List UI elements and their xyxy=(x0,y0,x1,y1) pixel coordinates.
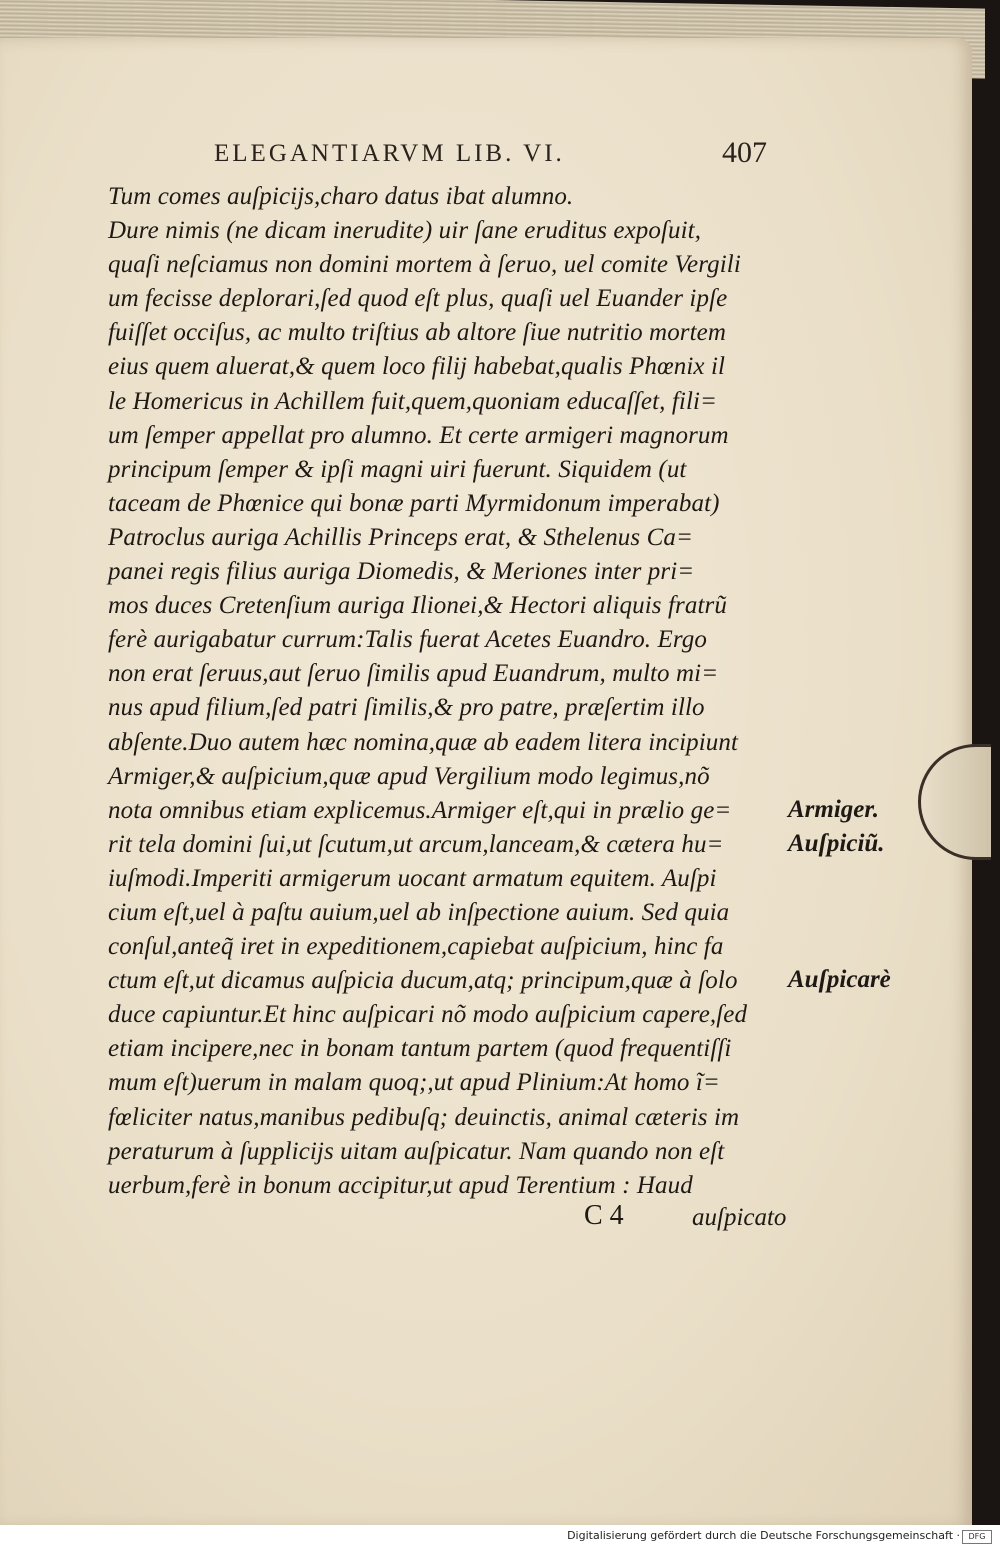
text-line: nus apud filium,ſed patri ſimilis,& pro patre, præſertim illo xyxy=(108,694,705,722)
text-line: Armiger,& auſpicium,quæ apud Vergilium modo legimus,nõ xyxy=(108,762,710,790)
marginal-note: Auſpicarè xyxy=(788,966,891,994)
text-line: fœliciter natus,manibus pedibuſq; deuinctis, animal cæteris im xyxy=(108,1103,740,1131)
marginal-note: Armiger. xyxy=(788,795,879,823)
text-line: iuſmodi.Imperiti armigerum uocant armatum equitem. Auſpi xyxy=(108,864,717,892)
page-number: 407 xyxy=(722,136,767,169)
text-line: abſente.Duo autem hæc nomina,quæ ab eadem litera incipiunt xyxy=(108,728,739,756)
text-line: Tum comes auſpicijs,charo datus ibat alumno. xyxy=(108,183,574,210)
funding-notice: Digitalisierung gefördert durch die Deutsche Forschungsgemeinschaft · xyxy=(567,1529,960,1542)
text-line: principum ſemper & ipſi magni uiri fuerunt. Siquidem (ut xyxy=(108,455,687,483)
catchword: auſpicato xyxy=(692,1204,787,1231)
text-line: rit tela domini ſui,ut ſcutum,ut arcum,lanceam,& cætera hu= xyxy=(108,830,724,858)
text-line: eius quem aluerat,& quem loco filij habebat,qualis Phœnix il xyxy=(108,353,726,381)
body-text xyxy=(108,180,798,1203)
text-line: le Homericus in Achillem fuit,quem,quoniam educaſſet, fili= xyxy=(108,387,718,415)
text-line: ferè aurigabatur currum:Talis fuerat Acetes Euandro. Ergo xyxy=(108,626,707,654)
signature-mark: C 4 xyxy=(584,1200,624,1231)
text-line: etiam incipere,nec in bonam tantum partem (quod frequentiſſi xyxy=(108,1035,732,1063)
text-line: Patroclus auriga Achillis Princeps erat, & Sthelenus Ca= xyxy=(108,523,693,551)
text-line: cium eſt,uel à paſtu auium,uel ab inſpectione auium. Sed quia xyxy=(108,898,730,926)
text-line: duce capiuntur.Et hinc auſpicari nõ modo auſpicium capere,ſed xyxy=(108,1001,748,1029)
dfg-logo-icon: DFG xyxy=(962,1530,992,1544)
text-line: non erat ſeruus,aut ſeruo ſimilis apud Euandrum, multo mi= xyxy=(108,660,719,688)
text-line: Dure nimis (ne dicam inerudite) uir ſane eruditus expoſuit, xyxy=(108,217,702,245)
text-line: panei regis filius auriga Diomedis, & Meriones inter pri= xyxy=(108,558,695,586)
running-head-title: ELEGANTIARVM LIB. VI. xyxy=(214,140,565,167)
text-line: peraturum à ſupplicijs uitam auſpicatur. Nam quando non eſt xyxy=(108,1137,725,1165)
text-line: um ſemper appellat pro alumno. Et certe armigeri magnorum xyxy=(108,421,729,449)
text-line: uerbum,ferè in bonum accipitur,ut apud Terentium : Haud xyxy=(108,1171,693,1199)
marginal-note: Auſpiciũ. xyxy=(788,829,885,857)
text-line: taceam de Phœnice qui bonæ parti Myrmidonum imperabat) xyxy=(108,489,720,517)
text-line: nota omnibus etiam explicemus.Armiger eſt,qui in prælio ge= xyxy=(108,796,732,824)
text-line: fuiſſet occiſus, ac multo triſtius ab altore ſiue nutritio mortem xyxy=(108,319,727,347)
footer-bar xyxy=(0,1525,1000,1548)
marginal-notes xyxy=(788,0,968,1500)
text-line: quaſi neſciamus non domini mortem à ſeruo, uel comite Vergili xyxy=(108,251,741,279)
text-line: ctum eſt,ut dicamus auſpicia ducum,atq; principum,quæ à ſolo xyxy=(108,967,738,995)
text-line: um fecisse deplorari,ſed quod eſt plus, quaſi uel Euander ipſe xyxy=(108,285,728,313)
text-line: conſul,anteq̃ iret in expeditionem,capiebat auſpicium, hinc fa xyxy=(108,933,724,961)
text-line: mum eſt)uerum in malam quoq;,ut apud Plinium:At homo ĩ= xyxy=(108,1069,720,1097)
text-line: mos duces Cretenſium auriga Ilionei,& Hectori aliquis fratrũ xyxy=(108,592,727,620)
